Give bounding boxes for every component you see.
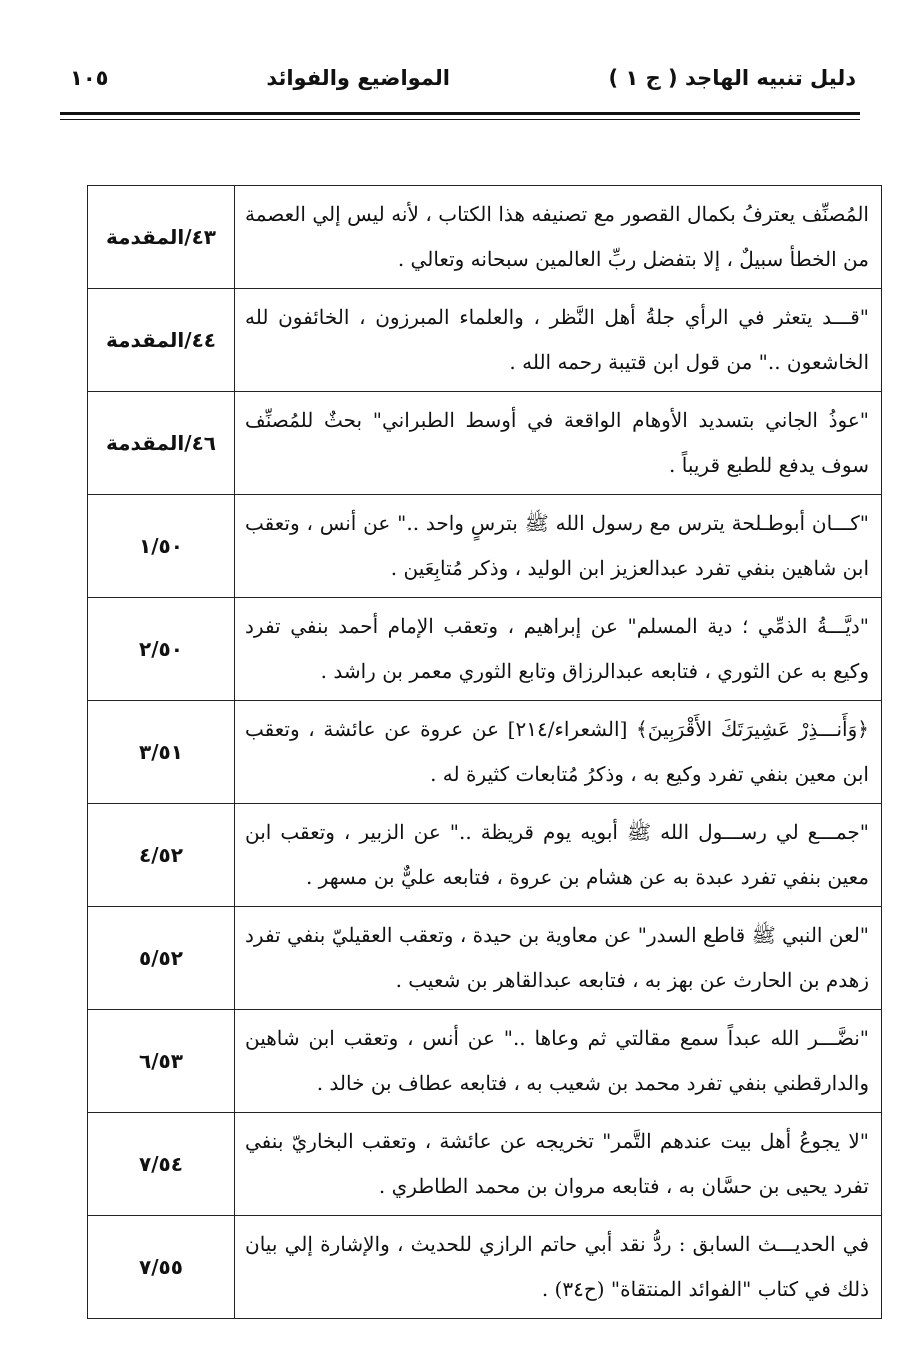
entry-text: "قـــد يتعثر في الرأي جلةُ أهل النَّظر ، والعلماء المبرزون ، الخائفون لله الخاشعون .." من قول ابن قتيبة رحمه الله . xyxy=(235,289,882,392)
table-row xyxy=(88,598,882,701)
entry-reference: ٤٦/المقدمة xyxy=(88,392,235,495)
entry-reference: ٧/٥٥ xyxy=(88,1216,235,1319)
table-row xyxy=(88,289,882,392)
entry-text: "نضَّـــر الله عبداً سمع مقالتي ثم وعاها .." عن أنس ، وتعقب ابن شاهين والدارقطني بنفي تفرد محمد بن شعيب به ، فتابعه عطاف بن خالد . xyxy=(235,1010,882,1113)
page-number: ١٠٥ xyxy=(70,66,109,90)
table-row xyxy=(88,1113,882,1216)
header-rule-thin xyxy=(60,119,860,120)
entry-reference: ٤٤/المقدمة xyxy=(88,289,235,392)
entry-text: "عوذُ الجاني بتسديد الأوهام الواقعة في أوسط الطبراني" بحثٌ للمُصنِّف سوف يدفع للطبع قريباً . xyxy=(235,392,882,495)
table-row xyxy=(88,701,882,804)
entry-reference: ١/٥٠ xyxy=(88,495,235,598)
table-row xyxy=(88,1216,882,1319)
entry-reference: ٥/٥٢ xyxy=(88,907,235,1010)
entry-text: ﴿وَأَنـــذِرْ عَشِيرَتَكَ الأَقْرَبِينَ﴾ [الشعراء/٢١٤] عن عروة عن عائشة ، وتعقب ابن معين بنفي تفرد وكيع به ، وذكرُ مُتابعات كثيرة له . xyxy=(235,701,882,804)
running-header xyxy=(60,58,860,98)
entry-text: "لا يجوعُ أهل بيت عندهم التَّمر" تخريجه عن عائشة ، وتعقب البخاريّ بنفي تفرد يحيى بن حسَّان به ، فتابعه مروان بن محمد الطاطري . xyxy=(235,1113,882,1216)
section-title: المواضيع والفوائد xyxy=(266,66,450,90)
table-row xyxy=(88,907,882,1010)
entry-text: "جمـــع لي رســـول الله ﷺ أبويه يوم قريظة .." عن الزبير ، وتعقب ابن معين بنفي تفرد عبدة به عن هشام بن عروة ، فتابعه عليٌّ بن مسهر . xyxy=(235,804,882,907)
entry-reference: ٢/٥٠ xyxy=(88,598,235,701)
table-row xyxy=(88,495,882,598)
entry-reference: ٤٣/المقدمة xyxy=(88,186,235,289)
entry-reference: ٣/٥١ xyxy=(88,701,235,804)
entry-text: "لعن النبي ﷺ قاطع السدر" عن معاوية بن حيدة ، وتعقب العقيليّ بنفي تفرد زهدم بن الحارث عن بهز به ، فتابعه عبدالقاهر بن شعيب . xyxy=(235,907,882,1010)
entry-reference: ٦/٥٣ xyxy=(88,1010,235,1113)
header-rule-thick xyxy=(60,112,860,115)
topics-table xyxy=(87,185,882,1319)
entry-text: في الحديـــث السابق : ردُّ نقد أبي حاتم الرازي للحديث ، والإشارة إلي بيان ذلك في كتاب "الفوائد المنتقاة" (ح٣٤) . xyxy=(235,1216,882,1319)
entry-reference: ٧/٥٤ xyxy=(88,1113,235,1216)
entry-reference: ٤/٥٢ xyxy=(88,804,235,907)
entry-text: "ديَّـــةُ الذمِّي ؛ دية المسلم" عن إبراهيم ، وتعقب الإمام أحمد بنفي تفرد وكيع به عن الثوري ، فتابعه عبدالرزاق وتابع الثوري معمر بن راشد . xyxy=(235,598,882,701)
table-row xyxy=(88,186,882,289)
table-row xyxy=(88,804,882,907)
table-row xyxy=(88,392,882,495)
entry-text: "كـــان أبوطـلحة يترس مع رسول الله ﷺ بترسٍ واحد .." عن أنس ، وتعقب ابن شاهين بنفي تفرد عبدالعزيز ابن الوليد ، وذكر مُتابِعَين . xyxy=(235,495,882,598)
book-title: دليل تنبيه الهاجد ( ج ١ ) xyxy=(608,66,856,90)
table-row xyxy=(88,1010,882,1113)
entry-text: المُصنِّف يعترفُ بكمال القصور مع تصنيفه هذا الكتاب ، لأنه ليس إلي العصمة من الخطأ سبيلٌ ، إلا بتفضل ربِّ العالمين سبحانه وتعالي . xyxy=(235,186,882,289)
